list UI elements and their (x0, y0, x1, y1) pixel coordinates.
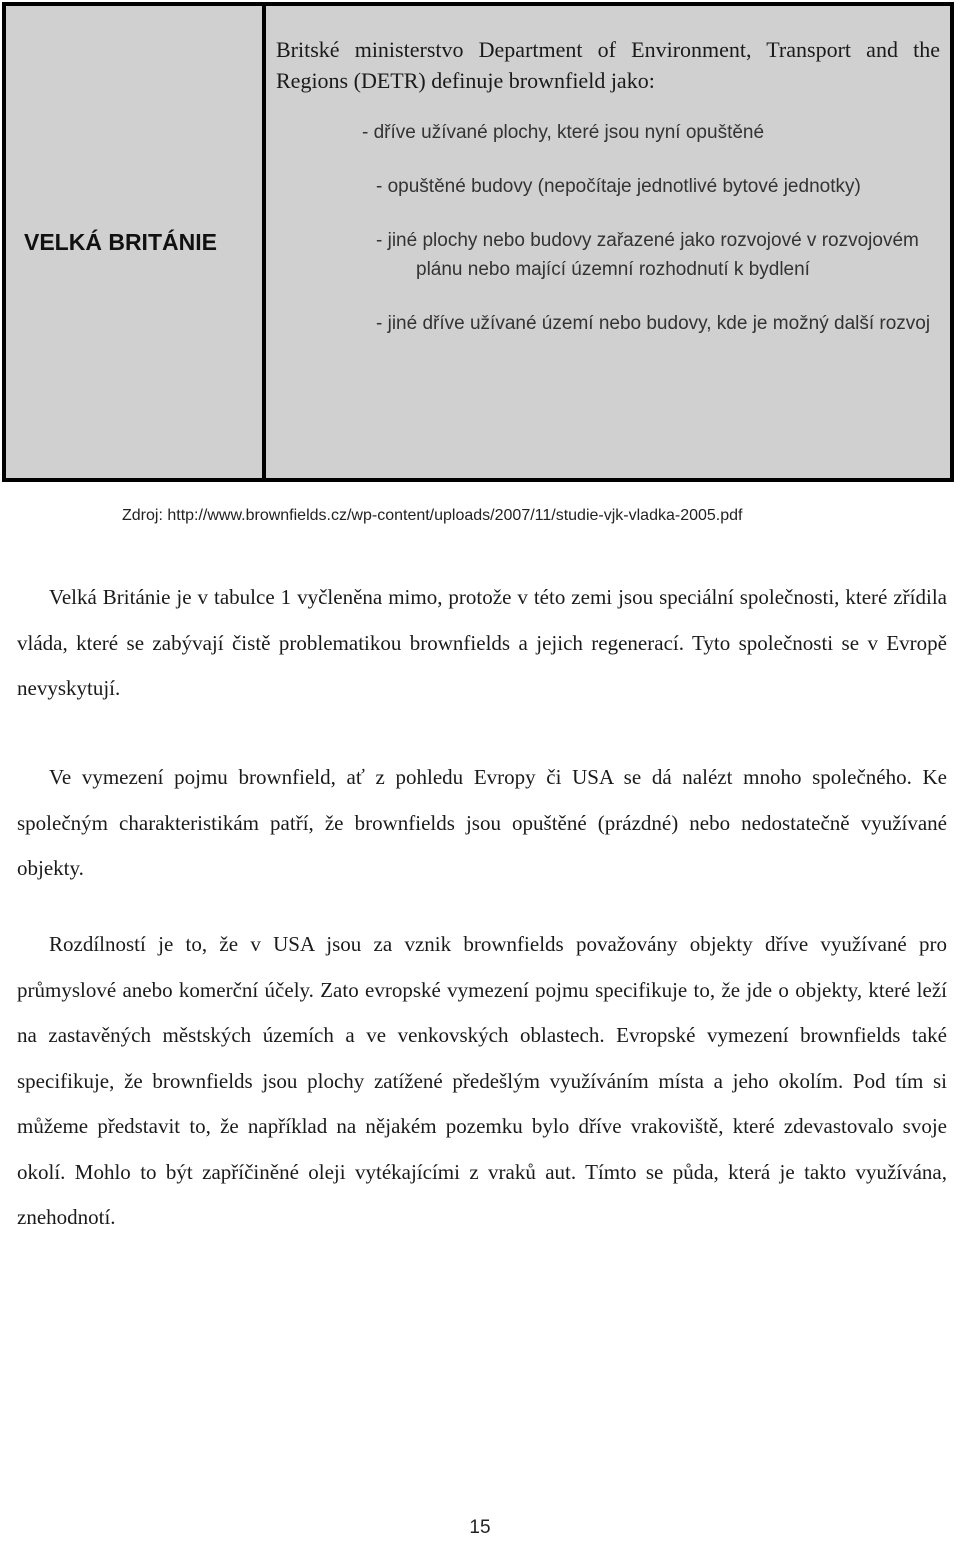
definition-item: - jiné dříve užívané území nebo budovy, kde je možný další rozvoj (376, 313, 931, 334)
definition-list (276, 118, 940, 338)
definition-table (2, 2, 954, 482)
source-citation: Zdroj: http://www.brownfields.cz/wp-content/uploads/2007/11/studie-vjk-vladka-2005.pdf (122, 507, 743, 524)
paragraph: Ve vymezení pojmu brownfield, ať z pohledu Evropy či USA se dá nalézt mnoho společného. Ke společným charakteristikám patří, že brownfields jsou opuštěné (prázdné) nebo nedostatečně využívané objekty. (17, 765, 947, 880)
page-number: 15 (469, 1517, 491, 1538)
definition-intro: Britské ministerstvo Department of Environment, Transport and the Regions (DETR) definuje brownfield jako: (276, 37, 940, 93)
country-cell (6, 6, 266, 478)
definition-cell (266, 6, 950, 478)
paragraph: Velká Británie je v tabulce 1 vyčleněna mimo, protože v této zemi jsou speciální společnosti, které zřídila vláda, které se zabývají čistě problematikou brownfields a jejich regenerací. Tyto společnosti se v Evropě nevyskytují. (17, 585, 947, 700)
definition-item: - jiné plochy nebo budovy zařazené jako rozvojové v rozvojovém plánu nebo mající územní rozhodnutí k bydlení (376, 230, 919, 280)
definition-item: - opuštěné budovy (nepočítaje jednotlivé bytové jednotky) (376, 176, 861, 197)
paragraph: Rozdílností je to, že v USA jsou za vznik brownfields považovány objekty dříve využívané pro průmyslové anebo komerční účely. Zato evropské vymezení pojmu specifikuje to, že jde o objekty, které leží na zastavěných městských územích a ve venkovských oblastech. Evropské vymezení brownfields také specifikuje, že brownfields jsou plochy zatížené předešlým využíváním místa a jeho okolím. Pod tím si můžeme představit to, že například na nějakém pozemku bylo dříve vrakoviště, které zdevastovalo svoje okolí. Mohlo to být zapříčiněné oleji vytékajícími z vraků aut. Tímto se půda, která je takto využívána, znehodnotí. (17, 932, 947, 1229)
definition-item: - dříve užívané plochy, které jsou nyní opuštěné (362, 122, 765, 143)
country-name: VELKÁ BRITÁNIE (24, 228, 217, 255)
